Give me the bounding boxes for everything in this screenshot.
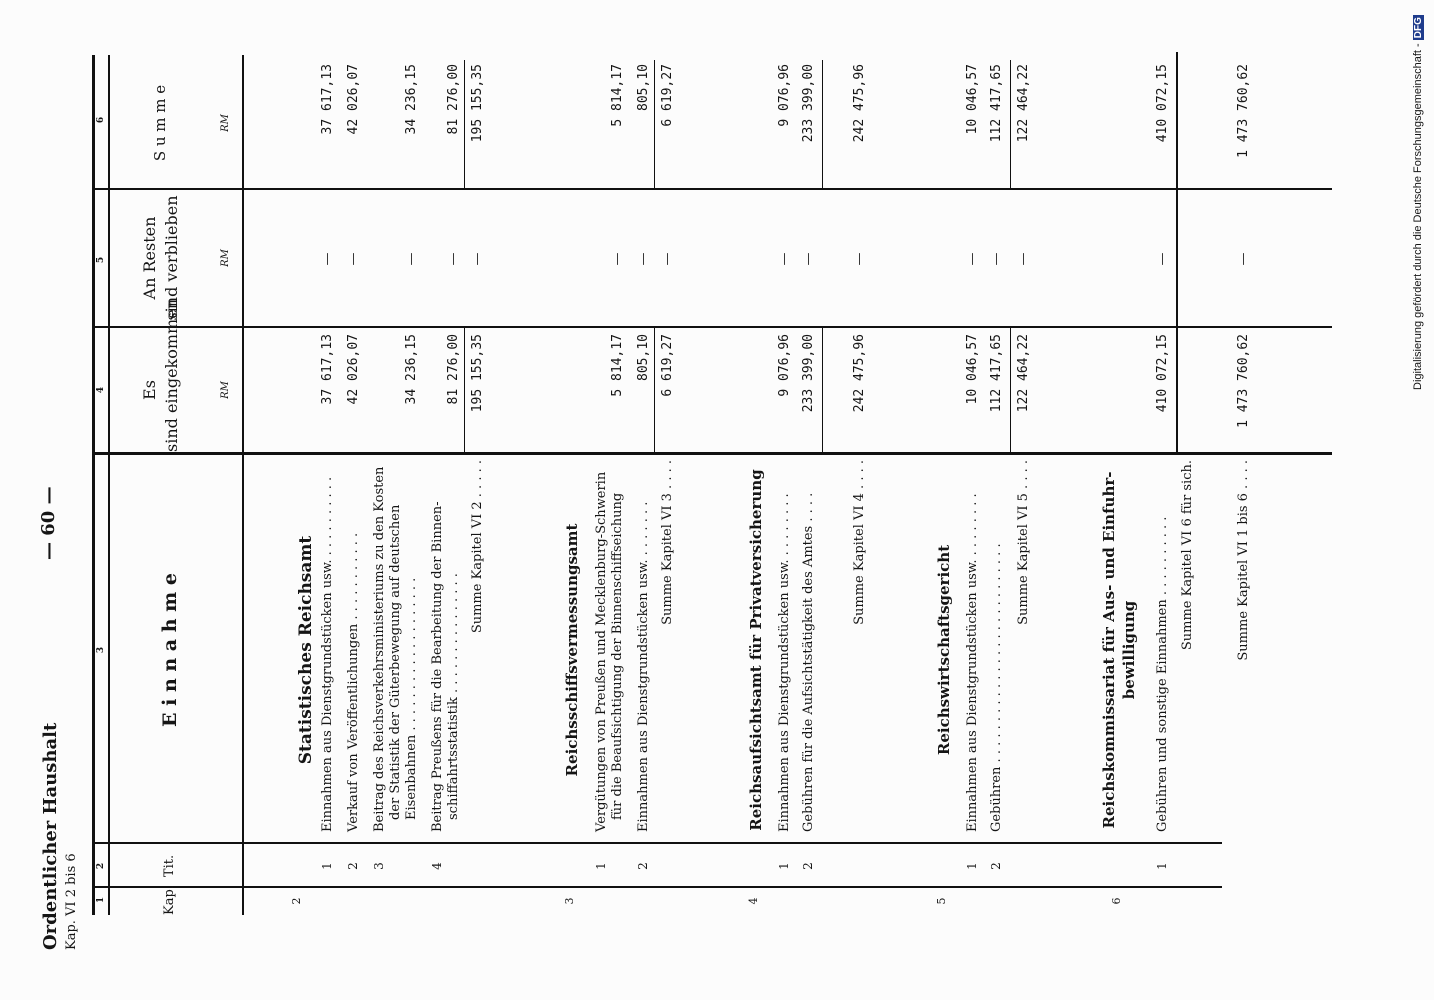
sum-eingekommen: 6 619,27 [660,334,675,397]
item-text: Einnahmen aus Dienstgrundstücken usw. . . . . . . . . . . [320,476,335,832]
value-summe: 410 072,15 [1155,64,1170,143]
sum-rule [654,328,655,452]
value-eingekommen: 9 076,96 [777,334,792,397]
digitization-credit [1412,15,1424,390]
sum-rule [822,328,823,452]
colnum-5: 5 [96,256,106,264]
value-eingekommen: 42 026,07 [346,334,361,405]
grand-total-summe: 1 473 760,62 [1236,64,1251,158]
item-text: Eisenbahnen . . . . . . . . . . . . . . . . . . . [404,577,419,820]
value-resten: — [610,252,625,266]
item-text: Einnahmen aus Dienstgrundstücken usw. . . . . . . . . [965,493,980,832]
col-divider-4 [92,326,1332,328]
sum-eingekommen: 195 155,35 [470,334,485,413]
sum-rule [822,60,823,188]
colnum-1: 1 [96,896,106,904]
sum-eingekommen: 122 464,22 [1016,334,1031,413]
value-eingekommen: 233 399,00 [801,334,816,413]
sum-summe: 242 475,96 [852,64,867,143]
kap-number: 6 [1110,897,1123,905]
tit-number: 1 [1155,862,1169,870]
kap-number: 3 [563,897,576,905]
value-resten: — [636,252,651,266]
item-text: Beitrag Preußens für die Bearbeitung der Binnen- [430,501,445,832]
document-subtitle: Kap. VI 2 bis 6 [64,853,79,950]
grand-total-label: Summe Kapitel VI 1 bis 6 . . . . [1236,460,1251,661]
value-eingekommen: 5 814,17 [610,334,625,397]
sum-rule [1010,328,1011,452]
item-text: Beitrag des Reichsverkehrsministeriums zu den Kosten [372,466,387,832]
sum-summe: 122 464,22 [1016,64,1031,143]
item-text: Gebühren für die Aufsichtstätigkeit des Amtes . . . . [801,492,816,832]
value-eingekommen: 112 417,65 [989,334,1004,413]
col-divider-5 [92,188,1332,190]
value-summe: 10 046,57 [965,64,980,135]
value-resten: — [346,252,361,266]
grand-total-resten: — [1236,252,1251,266]
value-summe: 112 417,65 [989,64,1004,143]
sum-rule [464,60,465,188]
sum-rule [654,60,655,188]
section-title: Reichsschiffsvermessungsamt [563,523,581,777]
sum-summe: 6 619,27 [660,64,675,127]
sum-eingekommen: 242 475,96 [852,334,867,413]
kap-number: 4 [747,897,760,905]
item-text: Verkauf von Veröffentlichungen . . . . . . . . . . . [346,532,361,832]
header-eingekommen-line2: sind eingekommen [162,298,181,452]
value-eingekommen: 805,10 [636,334,651,381]
value-resten: — [989,252,1004,266]
document-title: Ordentlicher Haushalt [40,722,61,950]
tit-number: 1 [594,862,608,870]
item-text: der Statistik der Güterbewegung auf deutschen [388,504,403,820]
value-summe: 81 276,00 [446,64,461,135]
item-text: Gebühren und sonstige Einnahmen . . . . . . . . . . [1155,516,1170,832]
tit-number: 3 [372,862,386,870]
header-tit: Tit. [162,854,177,878]
credit-text: Digitalisierung gefördert durch die Deutsche Forschungsgemeinschaft - [1412,43,1424,390]
sum-summe: 195 155,35 [470,64,485,143]
sum-resten: — [852,252,867,266]
column-number-rule [108,55,110,915]
sum-resten: — [660,252,675,266]
unit-resten: RM [220,249,231,267]
colnum-3: 3 [96,646,106,654]
kap-number: 2 [290,897,303,905]
section-title: Statistisches Reichsamt [296,535,316,765]
value-eingekommen: 410 072,15 [1155,334,1170,413]
sum-label: Summe Kapitel VI 5 . . . . [1016,460,1031,625]
header-bottom-rule [242,55,244,915]
value-summe: 9 076,96 [777,64,792,127]
tit-number: 4 [430,862,444,870]
header-eingekommen-line1: Es [140,380,159,400]
unit-eingekommen: RM [220,381,231,399]
header-summe: S u m m e [151,84,169,162]
unit-summe: RM [220,114,231,132]
dfg-logo: DFG [1413,17,1424,39]
section-title: Reichsaufsichtsamt für Privatversicherung [747,469,765,831]
value-summe: 805,10 [636,64,651,111]
section-title: Reichswirtschaftsgericht [935,544,953,756]
tit-number: 2 [989,862,1003,870]
header-resten-line1: An Resten [140,216,159,300]
value-resten: — [320,252,335,266]
tit-number: 1 [777,862,791,870]
value-eingekommen: 37 617,13 [320,334,335,405]
sum-resten: — [1016,252,1031,266]
colnum-4: 4 [96,386,106,394]
value-eingekommen: 34 236,15 [404,334,419,405]
value-resten: — [404,252,419,266]
sum-rule [1010,60,1011,188]
item-text: Einnahmen aus Dienstgrundstücken usw. . . . . . . . . [777,493,792,832]
value-resten: — [446,252,461,266]
section-title-continued: bewilligung [1120,600,1138,700]
value-resten: — [801,252,816,266]
item-text: für die Beaufsichtigung der Binnenschiffseichung [610,492,625,820]
value-summe: 233 399,00 [801,64,816,143]
colnum-2: 2 [96,862,106,870]
value-summe: 37 617,13 [320,64,335,135]
tit-number: 1 [320,862,334,870]
value-summe: 42 026,07 [346,64,361,135]
item-text: Gebühren . . . . . . . . . . . . . . . . . . . . . . . . . . . [989,543,1004,832]
col-divider-2 [92,842,1222,844]
item-text: Einnahmen aus Dienstgrundstücken usw. . . . . . . . [636,501,651,832]
sum-label: Summe Kapitel VI 2 . . . . . [470,460,485,634]
value-resten: — [777,252,792,266]
header-resten-line2: sind verblieben [162,195,181,321]
kap-number: 5 [935,897,948,905]
value-resten: — [965,252,980,266]
value-summe: 5 814,17 [610,64,625,127]
item-text: schiffahrtsstatistik . . . . . . . . . . . . . . . [446,573,461,820]
item-text: Vergütungen von Preußen und Mecklenburg-Schwerin [594,471,609,832]
header-einnahme: E i n n a h m e [159,573,181,727]
col-divider-3 [92,452,1332,455]
value-eingekommen: 81 276,00 [446,334,461,405]
sum-rule [1176,52,1178,452]
col-divider-1 [92,886,1222,888]
section-title: Reichskommissariat für Aus- und Einfuhr- [1100,471,1118,829]
sum-label: Summe Kapitel VI 3 . . . . [660,460,675,625]
tit-number: 2 [801,862,815,870]
table-top-rule [92,55,95,915]
sum-label: Summe Kapitel VI 4 . . . . [852,460,867,625]
tit-number: 1 [965,862,979,870]
tit-number: 2 [346,862,360,870]
tit-number: 2 [636,862,650,870]
value-summe: 34 236,15 [404,64,419,135]
sum-rule [464,328,465,452]
page-number: — 60 — [38,486,59,560]
header-kap: Kap. [162,885,177,915]
value-eingekommen: 10 046,57 [965,334,980,405]
grand-total-eingekommen: 1 473 760,62 [1236,334,1251,428]
colnum-6: 6 [96,116,106,124]
sum-label: Summe Kapitel VI 6 für sich. [1180,460,1195,651]
value-resten: — [1155,252,1170,266]
sum-resten: — [470,252,485,266]
